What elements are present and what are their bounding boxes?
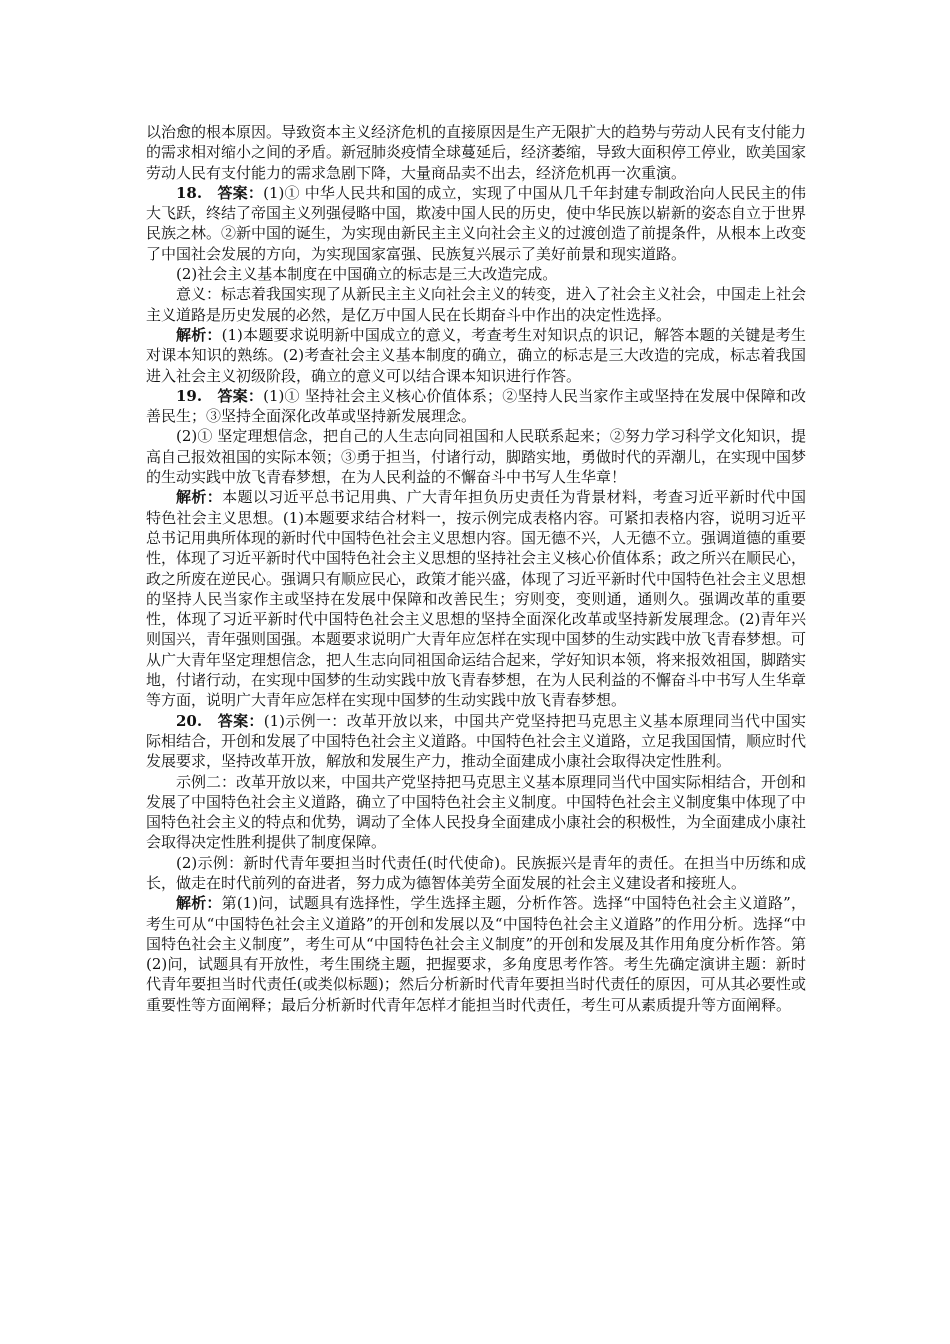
paragraph-text: 以治愈的根本原因。导致资本主义经济危机的直接原因是生产无限扩大的趋势与劳动人民有支付能力的需求相对缩小之间的矛盾。新冠肺炎疫情全球蔓延后，经济萎缩，导致大面积停工停业，欧美国家劳动人民有支付能力的需求急剧下降，大量商品卖不出去，经济危机再一次重演。 (146, 123, 807, 182)
answer-label: 18. 答案： (176, 183, 264, 202)
paragraph-text: (1)本题要求说明新中国成立的意义，考查考生对知识点的识记，解答本题的关键是考生对课本知识的熟练。(2)考查社会主义基本制度的确立，确立的标志是三大改造的完成，标志着我国进入社会主义初级阶段，确立的意义可以结合课本知识进行作答。 (146, 325, 806, 385)
answer-label: 20. 答案： (176, 711, 264, 730)
paragraph-q19-analysis (146, 487, 806, 710)
answer-page (146, 122, 806, 1015)
paragraph-q20-answer (146, 711, 806, 772)
paragraph-q19-answer (146, 386, 806, 427)
paragraph-text: (2)社会主义基本制度在中国确立的标志是三大改造完成。 (176, 265, 558, 284)
paragraph-text: 本题以习近平总书记用典、广大青年担负历史责任为背景材料，考查习近平新时代中国特色社会主义思想。(1)本题要求结合材料一，按示例完成表格内容。可紧扣表格内容，说明习近平总书记用典所体现的新时代中国特色社会主义思想内容。国无德不兴，人无德不立。强调道德的重要性，体现了习近平新时代中国特色社会主义思想的坚持社会主义核心价值体系；政之所兴在顺民心，政之所废在逆民心。强调只有顺应民心，政策才能兴盛，体现了习近平新时代中国特色社会主义思想的坚持人民当家作主或坚持在发展中保障和改善民生；穷则变，变则通，通则久。强调改革的重要性，体现了习近平新时代中国特色社会主义思想的坚持全面深化改革或坚持新发展理念。(2)青年兴则国兴，青年强则国强。本题要求说明广大青年应怎样在实现中国梦的生动实践中放飞青春梦想。可从广大青年坚定理想信念，把人生志向同祖国命运结合起来，学好知识本领，将来报效祖国，脚踏实地，付诸行动，在实现中国梦的生动实践中放飞青春梦想，在为人民利益的不懈奋斗中书写人生华章等方面，说明广大青年应怎样在实现中国梦的生动实践中放飞青春梦想。 (146, 488, 807, 710)
paragraph-q19-part2 (146, 426, 806, 487)
paragraph-text: 示例二：改革开放以来，中国共产党坚持把马克思主义基本原理同当代中国实际相结合，开创和发展了中国特色社会主义道路，确立了中国特色社会主义制度。中国特色社会主义制度集中体现了中国特色社会主义的特点和优势，调动了全体人民投身全面建成小康社会的积极性，为全面建成小康社会取得决定性胜利提供了制度保障。 (146, 772, 807, 852)
analysis-label: 解析： (176, 325, 222, 344)
paragraph-text: (2)示例：新时代青年要担当时代责任(时代使命)。民族振兴是青年的责任。在担当中历练和成长，做走在时代前列的奋进者，努力成为德智体美劳全面发展的社会主义建设者和接班人。 (146, 853, 806, 892)
paragraph-text: 第(1)问，试题具有选择性，学生选择主题，分析作答。选择“中国特色社会主义道路”，考生可从“中国特色社会主义道路”的开创和发展以及“中国特色社会主义道路”的作用分析。选择“中国特色社会主义制度”，考生可从“中国特色社会主义制度”的开创和发展及其作用角度分析作答。第(2)问，试题具有开放性，考生围绕主题，把握要求，多角度思考作答。考生先确定演讲主题：新时代青年要担当时代责任(或类似标题)；然后分析新时代青年要担当时代责任的原因，可从其必要性或重要性等方面阐释；最后分析新时代青年怎样才能担当时代责任，考生可从素质提升等方面阐释。 (146, 894, 806, 1014)
paragraph-q20-part2 (146, 853, 806, 894)
paragraph-q18-answer (146, 183, 806, 264)
paragraph-q20-example2 (146, 772, 806, 853)
paragraph-intro (146, 122, 806, 183)
analysis-label: 解析： (176, 894, 222, 913)
answer-label: 19. 答案： (176, 386, 264, 405)
paragraph-q18-analysis (146, 325, 806, 386)
paragraph-text: (1)示例一：改革开放以来，中国共产党坚持把马克思主义基本原理同当代中国实际相结合，开创和发展了中国特色社会主义道路。中国特色社会主义道路，立足我国国情，顺应时代发展要求，坚持改革开放，解放和发展生产力，推动全面建成小康社会取得决定性胜利。 (146, 711, 807, 771)
paragraph-q18-part2 (146, 264, 806, 284)
paragraph-text: 意义：标志着我国实现了从新民主主义向社会主义的转变，进入了社会主义社会，中国走上社会主义道路是历史发展的必然，是亿万中国人民在长期奋斗中作出的决定性选择。 (146, 285, 807, 324)
analysis-label: 解析： (176, 488, 223, 507)
paragraph-text: (1)① 中华人民共和国的成立，实现了中国从几千年封建专制政治向人民民主的伟大飞跃，终结了帝国主义列强侵略中国，欺凌中国人民的历史，使中华民族以崭新的姿态自立于世界民族之林。②新中国的诞生，为实现由新民主主义向社会主义的过渡创造了前提条件，从根本上改变了中国社会发展的方向，为实现国家富强、民族复兴展示了美好前景和现实道路。 (146, 183, 807, 263)
paragraph-q18-meaning (146, 284, 806, 325)
paragraph-text: (1)① 坚持社会主义核心价值体系；②坚持人民当家作主或坚持在发展中保障和改善民生；③坚持全面深化改革或坚持新发展理念。 (146, 386, 806, 426)
paragraph-text: (2)① 坚定理想信念，把自己的人生志向同祖国和人民联系起来；②努力学习科学文化知识，提高自己报效祖国的实际本领；③勇于担当，付诸行动，脚踏实地，勇做时代的弄潮儿，在实现中国梦的生动实践中放飞青春梦想，在为人民利益的不懈奋斗中书写人生华章！ (146, 427, 807, 487)
paragraph-q20-analysis (146, 893, 806, 1015)
